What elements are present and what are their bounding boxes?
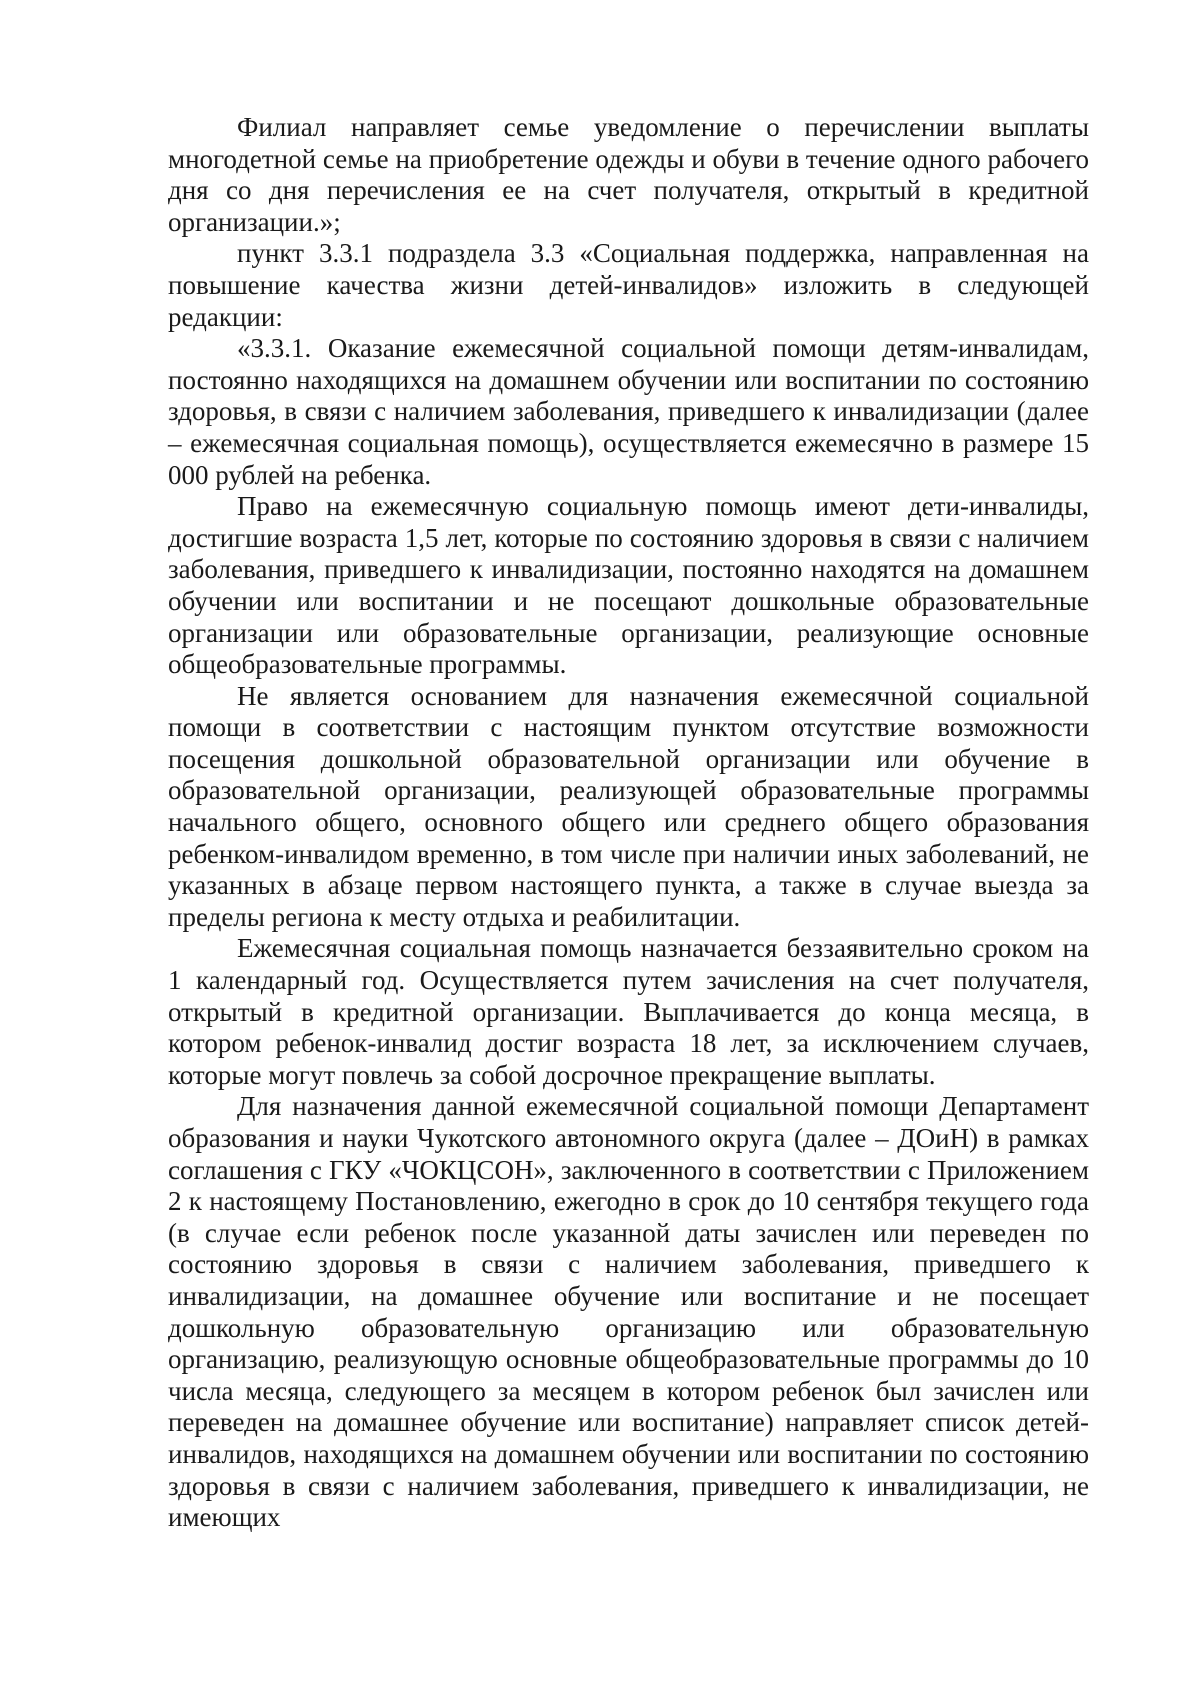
paragraph-assignment-terms: Ежемесячная социальная помощь назначается беззаявительно сроком на 1 календарный год. Осуществляется путем зачисления на счет получателя, открытый в кредитной организации. Выплачивается до конца месяца, в котором ребенок-инвалид достиг возраста 18 лет, за исключением случаев, которые могут повлечь за собой досрочное прекращение выплаты.	[168, 933, 1089, 1090]
paragraph-exclusions: Не является основанием для назначения ежемесячной социальной помощи в соответствии с настоящим пунктом отсутствие возможности посещения дошкольной образовательной организации или обучение в образовательной организации, реализующей образовательные программы начального общего, основного общего или среднего общего образования ребенком-инвалидом временно, в том числе при наличии иных заболеваний, не указанных в абзаце первом настоящего пункта, а также в случае выезда за пределы региона к месту отдыха и реабилитации.	[168, 680, 1089, 932]
paragraph-eligibility: Право на ежемесячную социальную помощь имеют дети-инвалиды, достигшие возраста 1,5 лет, которые по состоянию здоровья в связи с наличием заболевания, приведшего к инвалидизации, постоянно находятся на домашнем обучении или воспитании и не посещают дошкольные образовательные организации или образовательные организации, реализующие основные общеобразовательные программы.	[168, 491, 1089, 680]
document-body	[168, 112, 1089, 1534]
paragraph-amendment-instruction: пункт 3.3.1 подраздела 3.3 «Социальная поддержка, направленная на повышение качества жизни детей-инвалидов» изложить в следующей редакции:	[168, 238, 1089, 332]
paragraph-procedure: Для назначения данной ежемесячной социальной помощи Департамент образования и науки Чукотского автономного округа (далее – ДОиН) в рамках соглашения с ГКУ «ЧОКЦСОН», заключенного в соответствии с Приложением 2 к настоящему Постановлению, ежегодно в срок до 10 сентября текущего года (в случае если ребенок после указанной даты зачислен или переведен по состоянию здоровья в связи с наличием заболевания, приведшего к инвалидизации, на домашнее обучение или воспитание и не посещает дошкольную образовательную организацию или образовательную организацию, реализующую основные общеобразовательные программы до 10 числа месяца, следующего за месяцем в котором ребенок был зачислен или переведен на домашнее обучение или воспитание) направляет список детей-инвалидов, находящихся на домашнем обучении или воспитании по состоянию здоровья в связи с наличием заболевания, приведшего к инвалидизации, не имеющих	[168, 1091, 1089, 1533]
paragraph-notification: Филиал направляет семье уведомление о перечислении выплаты многодетной семье на приобретение одежды и обуви в течение одного рабочего дня со дня перечисления ее на счет получателя, открытый в кредитной организации.»;	[168, 112, 1089, 237]
paragraph-3-3-1-monthly-assistance: «3.3.1. Оказание ежемесячной социальной помощи детям-инвалидам, постоянно находящихся на домашнем обучении или воспитании по состоянию здоровья, в связи с наличием заболевания, приведшего к инвалидизации (далее – ежемесячная социальная помощь), осуществляется ежемесячно в размере 15 000 рублей на ребенка.	[168, 333, 1089, 490]
